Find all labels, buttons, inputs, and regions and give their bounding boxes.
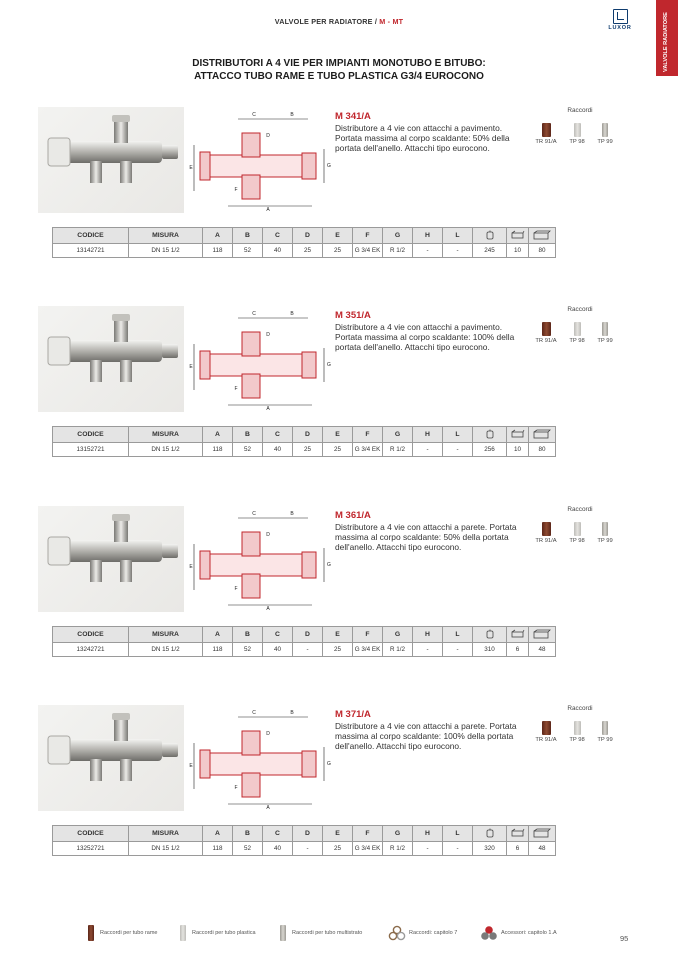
table-cell: 118 — [203, 443, 233, 457]
product-description: Distributore a 4 vie con attacchi a pavimento. Portata massima al corpo scaldante: 100% della portata dell'anello. Attacchi tipo eurocono. — [335, 322, 515, 353]
table-cell: R 1/2 — [383, 244, 413, 258]
product-code: M 341/A — [335, 111, 371, 122]
package-weight-icon — [473, 228, 507, 244]
raccordo-label: TP 98 — [569, 338, 585, 344]
column-header: L — [443, 627, 473, 643]
table-cell: 25 — [323, 842, 353, 856]
table-cell: 6 — [507, 643, 529, 657]
table-cell: 13152721 — [53, 443, 129, 457]
dim-label-c: C — [252, 112, 256, 118]
column-header: F — [353, 826, 383, 842]
dim-label-a: A — [266, 805, 270, 809]
box-large-icon — [529, 627, 556, 643]
table-cell: 6 — [507, 842, 529, 856]
column-header: MISURA — [129, 228, 203, 244]
spec-table — [52, 825, 556, 856]
section-header — [0, 17, 678, 26]
table-cell: - — [443, 643, 473, 657]
table-cell: 52 — [233, 842, 263, 856]
column-header: D — [293, 627, 323, 643]
column-header: F — [353, 228, 383, 244]
column-header: B — [233, 627, 263, 643]
product-description: Distributore a 4 vie con attacchi a pavimento. Portata massima al corpo scaldante: 50% della portata dell'anello. Attacchi tipo eurocono. — [335, 123, 510, 154]
dim-label-b: B — [290, 511, 294, 517]
table-cell: 48 — [529, 842, 556, 856]
table-row — [53, 643, 556, 657]
raccordo-multilayer — [592, 721, 618, 743]
plastic-fitting-icon — [574, 721, 581, 735]
spec-table-header — [53, 627, 556, 643]
column-header: L — [443, 228, 473, 244]
column-header: F — [353, 627, 383, 643]
column-header: A — [203, 228, 233, 244]
table-row — [53, 842, 556, 856]
column-header: D — [293, 826, 323, 842]
column-header: E — [323, 627, 353, 643]
column-header: D — [293, 228, 323, 244]
column-header: G — [383, 627, 413, 643]
column-header: F — [353, 427, 383, 443]
plastic-fitting-icon — [574, 123, 581, 137]
spec-table-header — [53, 427, 556, 443]
table-cell: G 3/4 EK — [353, 842, 383, 856]
column-header: C — [263, 228, 293, 244]
raccordo-label: TP 98 — [569, 538, 585, 544]
column-header: H — [413, 826, 443, 842]
raccordi-title: Raccordi — [567, 107, 593, 114]
table-cell: - — [443, 443, 473, 457]
table-cell: - — [293, 643, 323, 657]
technical-drawing — [188, 308, 333, 410]
technical-drawing — [188, 508, 333, 610]
product-code: M 371/A — [335, 709, 371, 720]
spec-table — [52, 227, 556, 258]
column-header: C — [263, 427, 293, 443]
column-header: CODICE — [53, 228, 129, 244]
raccordo-label: TR 91/A — [535, 737, 557, 743]
table-cell: 10 — [507, 443, 529, 457]
page-title — [0, 58, 678, 83]
box-small-icon — [507, 826, 529, 842]
column-header: H — [413, 427, 443, 443]
column-header: MISURA — [129, 826, 203, 842]
product-photo — [38, 107, 184, 213]
multilayer-fitting-icon — [602, 123, 608, 137]
table-cell: DN 15 1/2 — [129, 443, 203, 457]
column-header: D — [293, 427, 323, 443]
raccordo-label: TP 99 — [597, 737, 613, 743]
table-cell: R 1/2 — [383, 842, 413, 856]
column-header: E — [323, 826, 353, 842]
raccordo-label: TP 99 — [597, 338, 613, 344]
table-cell: DN 15 1/2 — [129, 842, 203, 856]
table-cell: 13142721 — [53, 244, 129, 258]
spec-table — [52, 626, 556, 657]
column-header: L — [443, 427, 473, 443]
plastic-fitting-icon — [574, 522, 581, 536]
raccordi-title: Raccordi — [567, 506, 593, 513]
dim-label-d: D — [266, 133, 270, 139]
table-cell: 118 — [203, 244, 233, 258]
raccordo-plastic — [564, 522, 590, 544]
spec-table-header — [53, 826, 556, 842]
column-header: H — [413, 228, 443, 244]
table-cell: 40 — [263, 443, 293, 457]
column-header: A — [203, 826, 233, 842]
column-header: CODICE — [53, 427, 129, 443]
copper-fitting-icon — [542, 721, 551, 735]
page-number: 95 — [620, 934, 629, 943]
dim-label-b: B — [290, 112, 294, 118]
column-header: L — [443, 826, 473, 842]
table-cell: R 1/2 — [383, 443, 413, 457]
table-cell: - — [443, 244, 473, 258]
dim-label-a: A — [266, 406, 270, 410]
dim-label-f: F — [234, 187, 238, 193]
table-cell: 118 — [203, 842, 233, 856]
column-header: H — [413, 627, 443, 643]
box-small-icon — [507, 627, 529, 643]
raccordo-plastic — [564, 322, 590, 344]
technical-drawing — [188, 109, 333, 211]
dim-label-b: B — [290, 710, 294, 716]
spec-table-header — [53, 228, 556, 244]
chapter-tab-text: VALVOLE RADIATORE — [663, 12, 669, 72]
column-header: G — [383, 228, 413, 244]
table-cell: 310 — [473, 643, 507, 657]
column-header: CODICE — [53, 627, 129, 643]
section-header-prefix: VALVOLE PER RADIATORE / — [274, 17, 378, 26]
table-cell: 52 — [233, 643, 263, 657]
column-header: CODICE — [53, 826, 129, 842]
spec-table — [52, 426, 556, 457]
plastic-fitting-icon — [180, 925, 186, 941]
table-cell: 13252721 — [53, 842, 129, 856]
page-title-line2: ATTACCO TUBO RAME E TUBO PLASTICA G3/4 EUROCONO — [194, 70, 484, 82]
multilayer-fitting-icon — [280, 925, 286, 941]
raccordo-copper — [533, 123, 559, 145]
dim-label-a: A — [266, 207, 270, 211]
table-cell: 80 — [529, 244, 556, 258]
package-weight-icon — [473, 427, 507, 443]
raccordo-label: TR 91/A — [535, 139, 557, 145]
multilayer-fitting-icon — [602, 522, 608, 536]
product-description: Distributore a 4 vie con attacchi a parete. Portata massima al corpo scaldante: 100% della portata dell'anello. Attacchi tipo eurocono. — [335, 721, 517, 752]
table-cell: DN 15 1/2 — [129, 643, 203, 657]
dim-label-g: G — [327, 562, 331, 568]
box-large-icon — [529, 228, 556, 244]
multilayer-fitting-icon — [602, 322, 608, 336]
table-cell: - — [413, 443, 443, 457]
column-header: A — [203, 427, 233, 443]
raccordo-multilayer — [592, 322, 618, 344]
box-large-icon — [529, 826, 556, 842]
raccordo-plastic — [564, 123, 590, 145]
column-header: G — [383, 427, 413, 443]
package-weight-icon — [473, 826, 507, 842]
raccordo-label: TP 99 — [597, 538, 613, 544]
dim-label-d: D — [266, 731, 270, 737]
page-title-line1: DISTRIBUTORI A 4 VIE PER IMPIANTI MONOTUBO E BITUBO: — [192, 58, 486, 69]
dim-label-e: E — [189, 564, 193, 570]
luxor-logo — [603, 9, 637, 31]
dim-label-f: F — [234, 586, 238, 592]
product-code: M 351/A — [335, 310, 371, 321]
table-cell: 40 — [263, 842, 293, 856]
dim-label-c: C — [252, 311, 256, 317]
dim-label-b: B — [290, 311, 294, 317]
raccordi-title: Raccordi — [567, 705, 593, 712]
table-cell: - — [443, 842, 473, 856]
raccordo-label: TR 91/A — [535, 338, 557, 344]
product-photo — [38, 306, 184, 412]
table-cell: G 3/4 EK — [353, 244, 383, 258]
column-header: C — [263, 826, 293, 842]
raccordo-multilayer — [592, 123, 618, 145]
column-header: MISURA — [129, 627, 203, 643]
column-header: A — [203, 627, 233, 643]
legend-label: Raccordi per tubo plastica — [192, 930, 256, 936]
copper-fitting-icon — [542, 522, 551, 536]
table-cell: 80 — [529, 443, 556, 457]
table-cell: - — [293, 842, 323, 856]
table-cell: 10 — [507, 244, 529, 258]
raccordo-label: TR 91/A — [535, 538, 557, 544]
raccordi-title: Raccordi — [567, 306, 593, 313]
product-description: Distributore a 4 vie con attacchi a parete. Portata massima al corpo scaldante: 50% della portata dell'anello. Attacchi tipo eurocono. — [335, 522, 517, 553]
table-cell: - — [413, 244, 443, 258]
technical-drawing — [188, 707, 333, 809]
dim-label-e: E — [189, 364, 193, 370]
column-header: B — [233, 427, 263, 443]
dim-label-d: D — [266, 332, 270, 338]
column-header: E — [323, 427, 353, 443]
table-cell: 40 — [263, 643, 293, 657]
column-header: E — [323, 228, 353, 244]
legend-label: Raccordi per tubo multistrato — [292, 930, 363, 936]
product-code: M 361/A — [335, 510, 371, 521]
table-cell: 256 — [473, 443, 507, 457]
column-header: B — [233, 826, 263, 842]
column-header: MISURA — [129, 427, 203, 443]
box-small-icon — [507, 427, 529, 443]
accessories-icon — [480, 925, 498, 941]
raccordo-copper — [533, 322, 559, 344]
raccordo-copper — [533, 721, 559, 743]
raccordo-plastic — [564, 721, 590, 743]
dim-label-c: C — [252, 710, 256, 716]
dim-label-a: A — [266, 606, 270, 610]
luxor-logo-icon — [613, 9, 628, 24]
table-cell: - — [413, 643, 443, 657]
dim-label-g: G — [327, 761, 331, 767]
table-row — [53, 443, 556, 457]
copper-fitting-icon — [542, 123, 551, 137]
multilayer-fitting-icon — [602, 721, 608, 735]
table-cell: 25 — [323, 643, 353, 657]
raccordo-copper — [533, 522, 559, 544]
raccordo-label: TP 98 — [569, 737, 585, 743]
legend-label: Raccordi: capitolo 7 — [409, 930, 458, 936]
copper-fitting-icon — [542, 322, 551, 336]
table-cell: 52 — [233, 443, 263, 457]
dim-label-e: E — [189, 763, 193, 769]
column-header: G — [383, 826, 413, 842]
table-cell: 13242721 — [53, 643, 129, 657]
dim-label-e: E — [189, 165, 193, 171]
table-cell: - — [413, 842, 443, 856]
dim-label-f: F — [234, 386, 238, 392]
table-cell: DN 15 1/2 — [129, 244, 203, 258]
table-cell: 118 — [203, 643, 233, 657]
table-cell: 245 — [473, 244, 507, 258]
column-header: B — [233, 228, 263, 244]
dim-label-d: D — [266, 532, 270, 538]
table-row — [53, 244, 556, 258]
table-cell: G 3/4 EK — [353, 643, 383, 657]
raccordo-label: TP 98 — [569, 139, 585, 145]
table-cell: 48 — [529, 643, 556, 657]
legend-label: Raccordi per tubo rame — [100, 930, 158, 936]
dim-label-f: F — [234, 785, 238, 791]
table-cell: 320 — [473, 842, 507, 856]
table-cell: 40 — [263, 244, 293, 258]
dim-label-c: C — [252, 511, 256, 517]
footer-legend — [0, 925, 678, 943]
dim-label-g: G — [327, 163, 331, 169]
section-header-accent: M - MT — [379, 17, 404, 26]
table-cell: R 1/2 — [383, 643, 413, 657]
table-cell: 25 — [323, 244, 353, 258]
product-photo — [38, 506, 184, 612]
fittings-rings-icon — [388, 925, 406, 941]
package-weight-icon — [473, 627, 507, 643]
box-small-icon — [507, 228, 529, 244]
luxor-logo-text: LUXOR — [608, 25, 632, 31]
table-cell: 25 — [293, 443, 323, 457]
table-cell: 25 — [323, 443, 353, 457]
table-cell: G 3/4 EK — [353, 443, 383, 457]
plastic-fitting-icon — [574, 322, 581, 336]
table-cell: 25 — [293, 244, 323, 258]
legend-label: Accessori: capitolo 1.A — [501, 930, 557, 936]
column-header: C — [263, 627, 293, 643]
dim-label-g: G — [327, 362, 331, 368]
raccordo-multilayer — [592, 522, 618, 544]
product-photo — [38, 705, 184, 811]
box-large-icon — [529, 427, 556, 443]
raccordo-label: TP 99 — [597, 139, 613, 145]
table-cell: 52 — [233, 244, 263, 258]
copper-fitting-icon — [88, 925, 94, 941]
